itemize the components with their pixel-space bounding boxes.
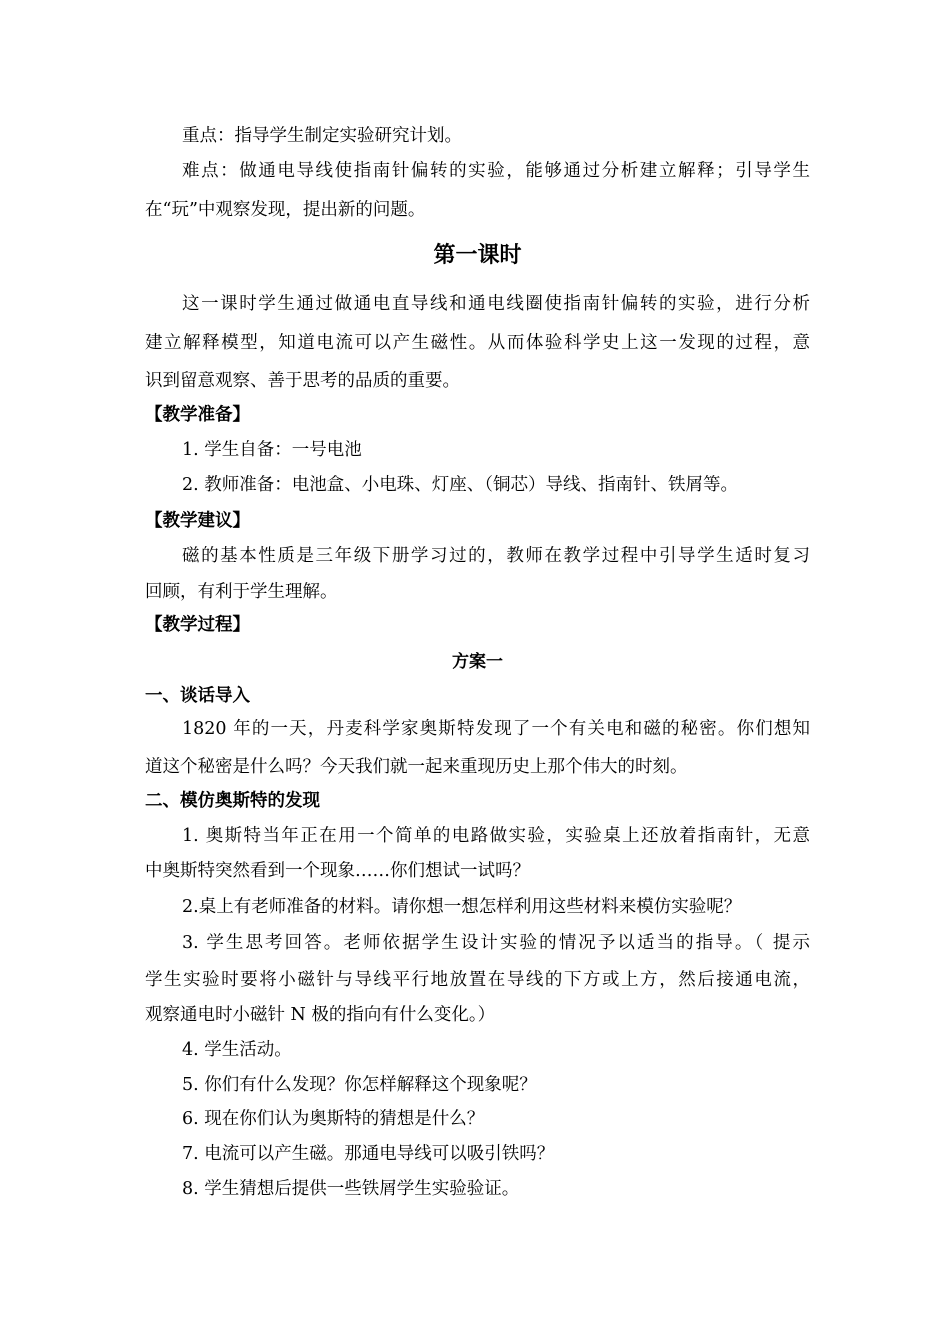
step2-text: 2.桌上有老师准备的材料。请你想一想怎样利用这些材料来模仿实验呢？ [182,897,742,917]
section1-heading: 一、谈话导入 [145,686,250,706]
difficulty-text-line1: 难点：做通电导线使指南针偏转的实验，能够通过分析建立解释；引导学生 [182,161,810,181]
section1-line2: 道这个秘密是什么吗？今天我们就一起来重现历史上那个伟大的时刻。 [145,757,688,777]
intro-line3: 识到留意观察、善于思考的品质的重要。 [145,371,460,391]
preparation-heading: 【教学准备】 [145,405,250,425]
step3-line2: 学生实验时要将小磁针与导线平行地放置在导线的下方或上方，然后接通电流， [145,970,810,990]
suggestion-line1: 磁的基本性质是三年级下册学习过的，教师在教学过程中引导学生适时复习 [182,546,810,566]
suggestion-line2: 回顾，有利于学生理解。 [145,582,338,602]
step1-line2: 中奥斯特突然看到一个现象……你们想试一试吗？ [145,861,530,881]
intro-line2: 建立解释模型，知道电流可以产生磁性。从而体验科学史上这一发现的过程，意 [145,333,810,353]
section2-heading: 二、模仿奥斯特的发现 [145,791,320,811]
suggestion-heading: 【教学建议】 [145,511,250,531]
intro-line1: 这一课时学生通过做通电直导线和通电线圈使指南针偏转的实验，进行分析 [182,294,810,314]
step1-line1: 1. 奥斯特当年正在用一个简单的电路做实验，实验桌上还放着指南针，无意 [182,826,810,846]
lesson-title: 第一课时 [433,243,522,268]
preparation-item-1: 1. 学生自备：一号电池 [182,440,362,460]
step8-text: 8. 学生猜想后提供一些铁屑学生实验验证。 [182,1179,520,1199]
step3-line1: 3. 学生思考回答。老师依据学生设计实验的情况予以适当的指导。（ 提示 [182,933,810,953]
difficulty-text-line2: 在“玩”中观察发现，提出新的问题。 [145,200,426,220]
preparation-item-2: 2. 教师准备：电池盒、小电珠、灯座、（铜芯）导线、指南针、铁屑等。 [182,475,739,495]
section1-line1: 1820 年的一天，丹麦科学家奥斯特发现了一个有关电和磁的秘密。你们想知 [182,719,810,739]
plan-title: 方案一 [452,652,503,672]
step7-text: 7. 电流可以产生磁。那通电导线可以吸引铁吗？ [182,1144,555,1164]
step5-text: 5. 你们有什么发现？你怎样解释这个现象呢？ [182,1075,537,1095]
step3-line3: 观察通电时小磁针 N 极的指向有什么变化。） [145,1005,496,1025]
focus-text: 重点：指导学生制定实验研究计划。 [182,126,462,146]
step4-text: 4. 学生活动。 [182,1040,292,1060]
step6-text: 6. 现在你们认为奥斯特的猜想是什么？ [182,1109,485,1129]
process-heading: 【教学过程】 [145,615,250,635]
